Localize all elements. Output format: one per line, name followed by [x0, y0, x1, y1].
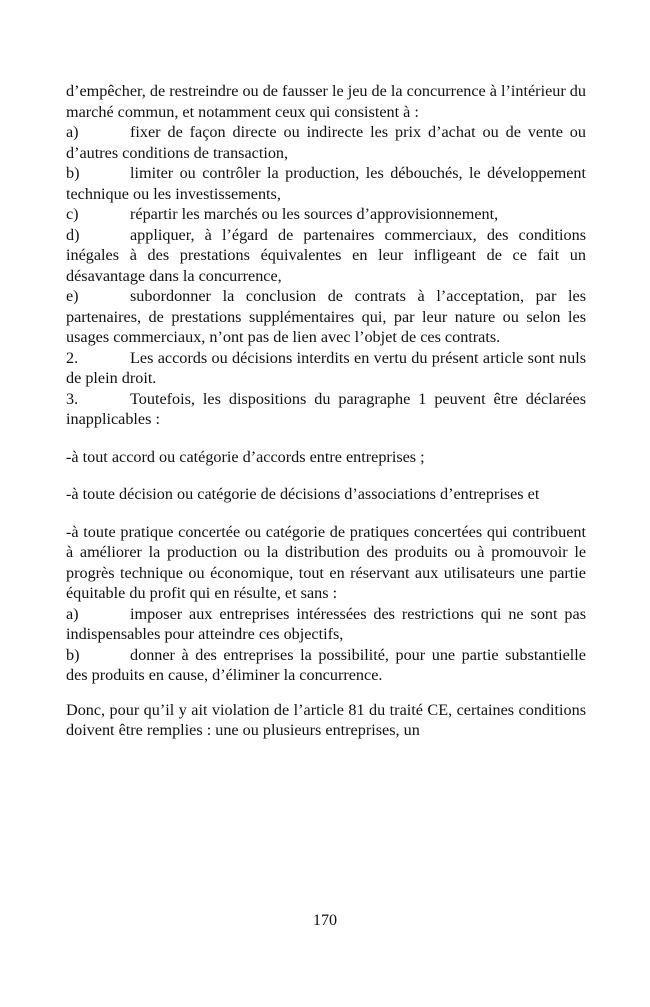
paragraph-number: 2.: [66, 348, 79, 367]
dash-item-2: -à toute décision ou catégorie de décisions d’associations d’entreprises et: [66, 485, 540, 503]
list-item-text: subordonner la conclusion de contrats à l’acceptation, par les partenaires, de prestations supplémentaires qui, par leur nature ou selon les usages commerciaux, n’ont pas de lien avec l’objet de ces contrats.: [66, 287, 586, 346]
list-item-a: [66, 122, 586, 163]
list-item-e: [66, 286, 586, 348]
list-item-text: répartir les marchés ou les sources d’approvisionnement,: [130, 205, 499, 223]
conclusion-paragraph: Donc, pour qu’il y ait violation de l’article 81 du traité CE, certaines conditions doivent être remplies : une ou plusieurs entreprises, un: [66, 700, 586, 739]
dash-item-3: -à toute pratique concertée ou catégorie de pratiques concertées qui contribuent à améliorer la production ou la distribution des produits ou à promouvoir le progrès technique ou économique, tout en réservant aux utilisateurs une partie équitable du profit qui en résulte, et sans :: [66, 522, 586, 602]
page-number: 170: [312, 911, 338, 929]
list-item-b: [66, 163, 586, 204]
intro-paragraph: d’empêcher, de restreindre ou de fausser le jeu de la concurrence à l’intérieur du marché commun, et notamment ceux qui consistent à :: [66, 82, 586, 121]
dash-item-1: -à tout accord ou catégorie d’accords entre entreprises ;: [66, 447, 425, 466]
list-marker: a): [66, 123, 79, 141]
paragraph-3: [66, 389, 586, 430]
list-item-text: appliquer, à l’égard de partenaires commerciaux, des conditions inégales à des prestations équivalentes en leur infligeant de ce fait un désavantage dans la concurrence,: [66, 225, 586, 285]
list-item-text: fixer de façon directe ou indirecte les prix d’achat ou de vente ou d’autres conditions de transaction,: [66, 123, 586, 162]
sub-item-b: [66, 645, 586, 686]
paragraph-text: Les accords ou décisions interdits en vertu du présent article sont nuls de plein droit.: [66, 348, 586, 387]
list-item-text: donner à des entreprises la possibilité, pour une partie substantielle des produits en cause, d’éliminer la concurrence.: [66, 645, 586, 684]
list-marker: c): [66, 205, 79, 223]
list-marker: b): [66, 645, 80, 664]
list-item-d: [66, 225, 586, 287]
list-item-c: [66, 204, 586, 225]
list-item-text: imposer aux entreprises intéressées des restrictions qui ne sont pas indispensables pour atteindre ces objectifs,: [66, 604, 586, 643]
paragraph-number: 3.: [66, 389, 79, 408]
paragraph-text: Toutefois, les dispositions du paragraphe 1 peuvent être déclarées inapplicables :: [66, 389, 586, 428]
sub-item-a: [66, 604, 586, 645]
paragraph-2: [66, 348, 586, 389]
body-text: [66, 81, 586, 741]
list-marker: e): [66, 287, 79, 305]
list-marker: d): [66, 225, 80, 244]
list-item-text: limiter ou contrôler la production, les débouchés, le développement technique ou les investissements,: [66, 164, 586, 203]
list-marker: a): [66, 604, 79, 623]
list-marker: b): [66, 164, 80, 182]
